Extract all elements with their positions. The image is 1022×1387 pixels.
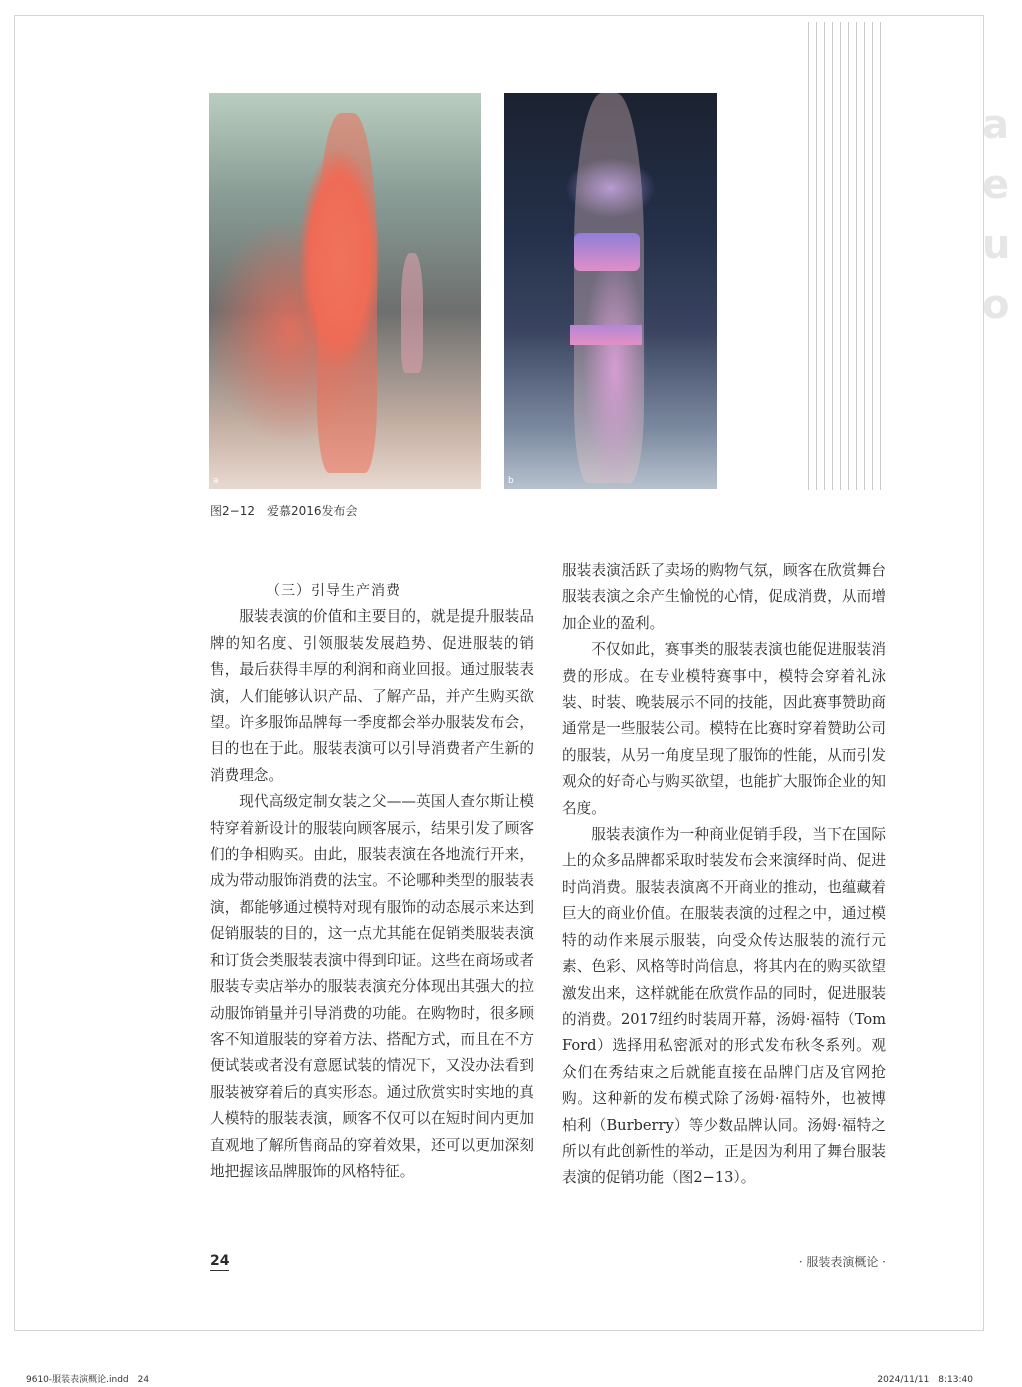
paragraph: 现代高级定制女装之父——英国人查尔斯让模特穿着新设计的服装向顾客展示，结果引发了顾客们的争相购买。由此，服装表演在各地流行开来，成为带动服饰消费的法宝。不论哪种类型的服装表演，都能够通过模特对现有服饰的动态展示来达到促销服装的目的，这一点尤其能在促销类服装表演和订货会类服装表演中得到印证。这些在商场或者服装专卖店举办的服装表演充分体现出其强大的拉动服饰销量并引导消费的功能。在购物时，很多顾客不知道服装的穿着方法、搭配方式，而且在不方便试装或者没有意愿试装的情况下，又没办法看到服装被穿着后的真实形态。通过欣赏实时实地的真人模特的服装表演，顾客不仅可以在短时间内更加直观地了解所售商品的穿着效果，还可以更加深刻地把握该品牌服饰的风格特征。 (210, 793, 534, 1180)
slug-filename: 9610-服装表演概论.indd 24 (26, 1375, 150, 1385)
left-text-column (210, 578, 534, 1185)
photo-label-b: b (508, 476, 514, 486)
page-number: 24 (210, 1253, 230, 1269)
paragraph: 不仅如此，赛事类的服装表演也能促进服装消费的形成。在专业模特赛事中，模特会穿着礼泳装、时装、晚装展示不同的技能，因此赛事赞助商通常是一些服装公司。模特在比赛时穿着赞助公司的服装，从另一角度呈现了服饰的性能，从而引发观众的好奇心与购买欲望，也能扩大服饰企业的知名度。 (562, 641, 886, 817)
model-silhouette (317, 113, 377, 473)
figure-caption: 图2−12 爱慕2016发布会 (210, 504, 358, 518)
runway-photo-b (504, 93, 717, 489)
paragraph: 服装表演的价值和主要目的，就是提升服装品牌的知名度、引领服装发展趋势、促进服装的销售，最后获得丰厚的利润和商业回报。通过服装表演，人们能够认识产品、了解产品，并产生购买欲望。许多服饰品牌每一季度都会举办服装发布会，目的也在于此。服装表演可以引导消费者产生新的消费理念。 (210, 608, 534, 784)
section-heading: （三）引导生产消费 (266, 583, 401, 599)
sports-bra-shape (574, 233, 640, 271)
decorative-letter: u (982, 222, 1011, 268)
decorative-vertical-lines (808, 22, 886, 490)
decorative-letter: e (982, 162, 1010, 208)
runway-photo-a (209, 93, 481, 489)
decorative-letter: o (982, 282, 1010, 328)
paragraph-continued: 服装表演活跃了卖场的购物气氛，顾客在欣赏舞台服装表演之余产生愉悦的心情，促成消费，从而增加企业的盈利。 (562, 562, 886, 632)
photo-label-a: a (213, 476, 219, 486)
decorative-letter: a (982, 102, 1009, 148)
right-text-column (562, 558, 886, 1192)
slug-timestamp: 2024/11/11 8:13:40 (877, 1375, 973, 1385)
model-silhouette (574, 93, 644, 483)
background-model-silhouette (401, 253, 423, 373)
paragraph: 服装表演作为一种商业促销手段，当下在国际上的众多品牌都采取时装发布会来演绎时尚、促进时尚消费。服装表演离不开商业的推动，也蕴藏着巨大的商业价值。在服装表演的过程之中，通过模特的动作来展示服装，向受众传达服装的流行元素、色彩、风格等时尚信息，将其内在的购买欲望激发出来，这样就能在欣赏作品的同时，促进服装的消费。2017纽约时装周开幕，汤姆·福特（Tom Ford）选择用私密派对的形式发布秋冬系列。观众们在秀结束之后就能直接在品牌门店及官网抢购。这种新的发布模式除了汤姆·福特外，也被博柏利（Burberry）等少数品牌认同。汤姆·福特之所以有此创新性的举动，正是因为利用了舞台服装表演的促销功能（图2−13）。 (562, 826, 886, 1187)
decorative-side-letters (982, 95, 1011, 515)
waistband-shape (570, 325, 642, 345)
running-head: · 服装表演概论 · (798, 1255, 886, 1269)
